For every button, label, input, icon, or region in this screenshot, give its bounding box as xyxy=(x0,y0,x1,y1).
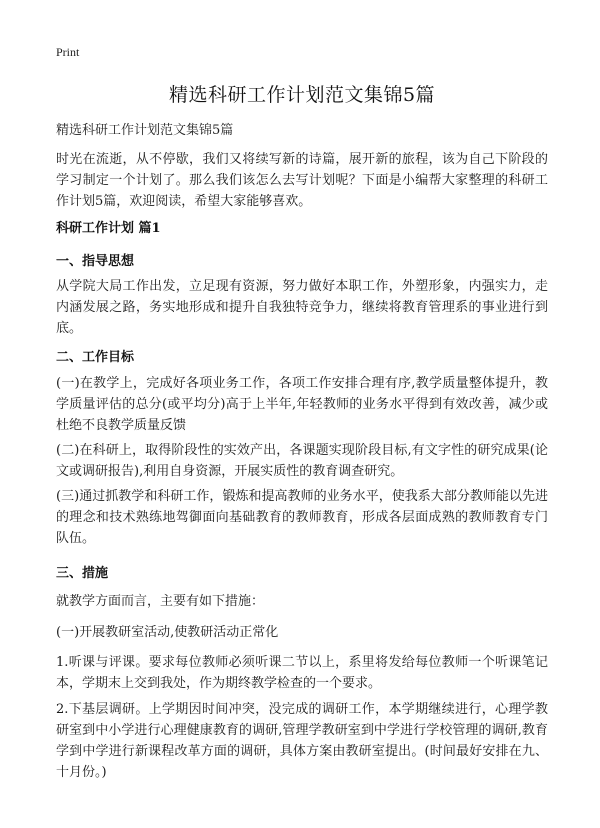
paragraph-guiding-ideology: 从学院大局工作出发，立足现有资源，努力做好本职工作，外塑形象，内强实力，走内涵发展之路，务实地形成和提升自我独特竞争力，继续将教育管理系的事业进行到底。 xyxy=(56,279,548,336)
section-title: 科研工作计划 篇1 xyxy=(56,221,161,236)
document-title: 精选科研工作计划范文集锦5篇 xyxy=(168,84,436,106)
heading-measures: 三、措施 xyxy=(56,566,109,581)
print-link[interactable]: Print xyxy=(56,45,80,59)
document-subtitle: 精选科研工作计划范文集锦5篇 xyxy=(56,123,234,138)
paragraph-goal-teaching: (一)在教学上，完成好各项业务工作，各项工作安排合理有序,教学质量整体提升，教学质量评估的总分(或平均分)高于上半年,年轻教师的业务水平得到有效改善，减少或杜绝不良教学质量反馈 xyxy=(56,376,548,433)
paragraph-goal-research: (二)在科研上，取得阶段性的实效产出，各课题实现阶段目标,有文字性的研究成果(论文或调研报告),利用自身资源，开展实质性的教育调查研究。 xyxy=(56,443,548,479)
paragraph-measures-intro: 就教学方面而言，主要有如下措施： xyxy=(56,594,265,609)
paragraph-goal-staff: (三)通过抓教学和科研工作，锻炼和提高教师的业务水平，使我系大部分教师能以先进的理念和技术熟练地驾御面向基础教育的教师教育，形成各层面成熟的教师教育专门队伍。 xyxy=(56,489,548,546)
heading-work-goals: 二、工作目标 xyxy=(56,350,135,365)
paragraph-measure-1: (一)开展教研室活动,使教研活动正常化 xyxy=(56,625,279,640)
paragraph-lesson-observation: 1.听课与评课。要求每位教师必须听课二节以上，系里将发给每位教师一个听课笔记本，学期末上交到我处，作为期终教学检查的一个要求。 xyxy=(56,655,548,691)
intro-paragraph: 时光在流逝，从不停歇，我们又将续写新的诗篇，展开新的旅程，该为自己下阶段的学习制定一个计划了。那么我们该怎么去写计划呢？下面是小编帮大家整理的科研工作计划5篇，欢迎阅读，希望大家能够喜欢。 xyxy=(56,152,548,209)
paragraph-field-research: 2.下基层调研。上学期因时间冲突，没完成的调研工作，本学期继续进行，心理学教研室到中小学进行心理健康教育的调研,管理学教研室到中学进行学校管理的调研,教育学到中学进行新课程改革方面的调研，具体方案由教研室提出。(时间最好安排在九、十月份。) xyxy=(56,702,548,780)
heading-guiding-ideology: 一、指导思想 xyxy=(56,254,135,269)
